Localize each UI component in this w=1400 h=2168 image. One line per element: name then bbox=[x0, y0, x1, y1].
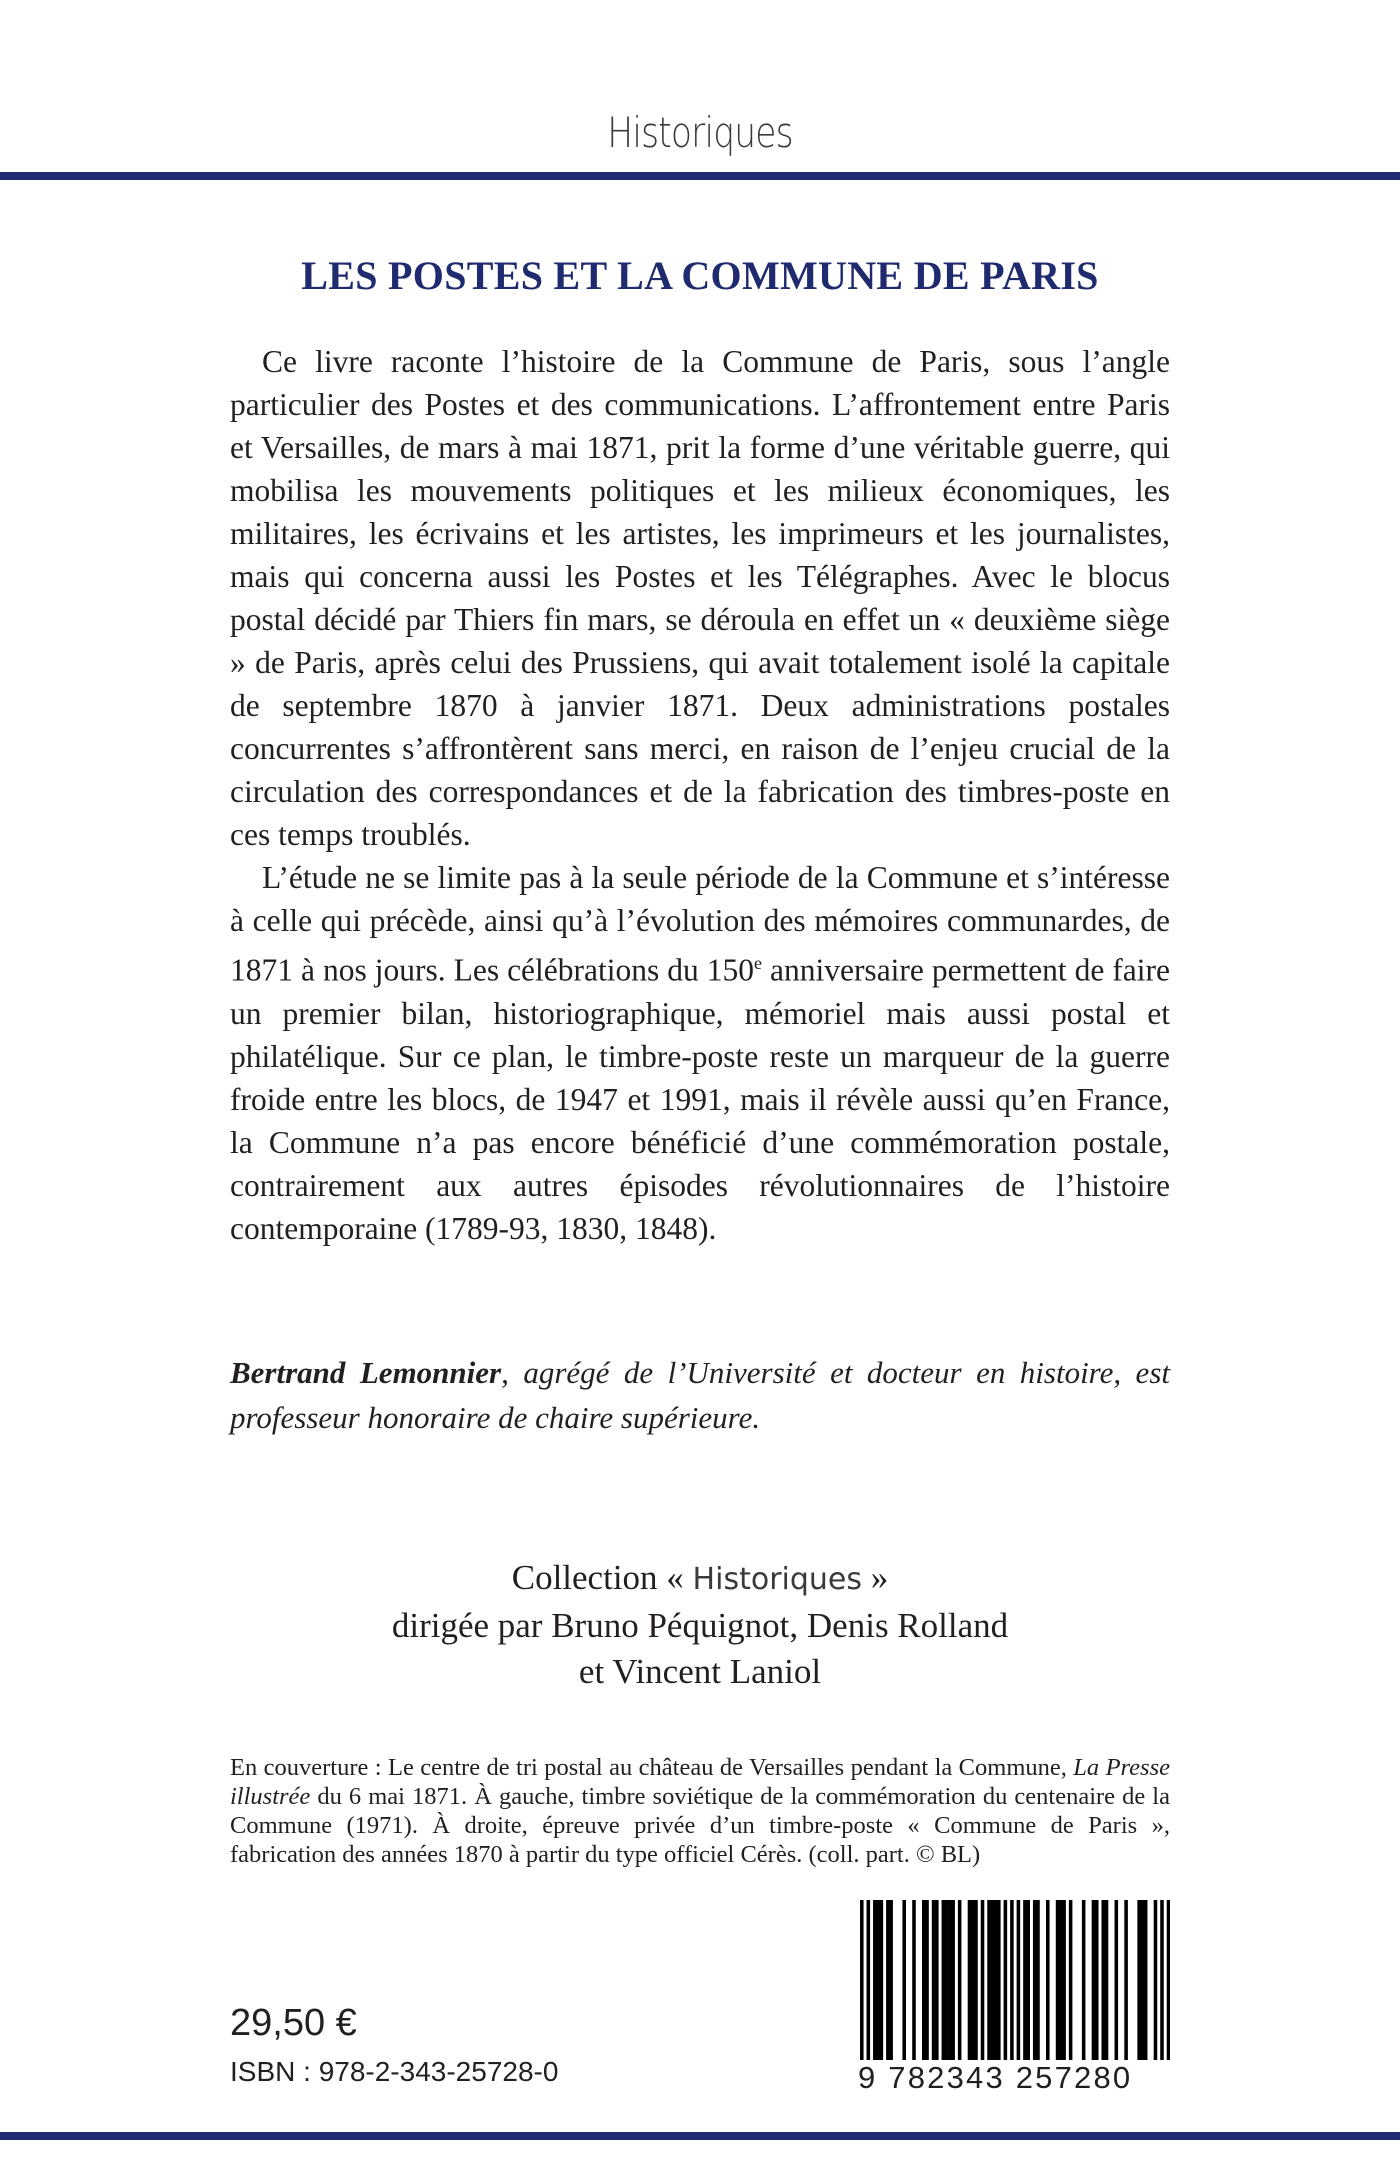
cover-credit-publication: La Presse illustrée bbox=[230, 1754, 1170, 1810]
barcode-bar bbox=[991, 1900, 995, 2060]
collection-series-logo: Historiques bbox=[692, 1562, 862, 1597]
barcode-bar bbox=[932, 1900, 936, 2060]
barcode-digits: 9 782343 257280 bbox=[858, 2060, 1174, 2096]
barcode-bar bbox=[1069, 1900, 1073, 2060]
series-logo: Historiques bbox=[607, 108, 793, 157]
blurb bbox=[230, 340, 1170, 1250]
bottom-rule bbox=[0, 2132, 1400, 2140]
barcode-bar bbox=[1004, 1900, 1008, 2060]
top-rule bbox=[0, 172, 1400, 180]
barcode-bar bbox=[935, 1900, 939, 2060]
barcode-bar bbox=[902, 1900, 906, 2060]
collection-suffix: » bbox=[870, 1558, 889, 1597]
barcode-bar bbox=[886, 1900, 890, 2060]
barcode-bar bbox=[876, 1900, 880, 2060]
cover-credit bbox=[230, 1753, 1170, 1869]
barcode-bars bbox=[860, 1900, 1170, 2060]
barcode-bar bbox=[1059, 1900, 1063, 2060]
barcode-bar bbox=[1124, 1900, 1128, 2060]
barcode-bar bbox=[873, 1900, 877, 2060]
collection-info bbox=[0, 1555, 1400, 1695]
cover-credit-text-continued: du 6 mai 1871. À gauche, timbre soviétique de la commémoration du centenaire de la Commune (1971). À droite, épreuve privée d’un timbre-poste « Commune de Paris », fabrication des années 1870 à partir du type officiel Cérès. (coll. part. © BL) bbox=[230, 1783, 1170, 1868]
barcode-bar bbox=[1036, 1900, 1040, 2060]
barcode-bar bbox=[974, 1900, 978, 2060]
barcode-bar bbox=[912, 1900, 916, 2060]
collection-prefix: Collection « bbox=[511, 1558, 684, 1597]
barcode-bar bbox=[942, 1900, 946, 2060]
barcode-bar bbox=[1105, 1900, 1109, 2060]
barcode-bar bbox=[971, 1900, 975, 2060]
collection-line-1 bbox=[0, 1555, 1400, 1603]
barcode-bar bbox=[1154, 1900, 1158, 2060]
barcode-bar bbox=[1167, 1900, 1170, 2060]
barcode-bar bbox=[889, 1900, 893, 2060]
barcode-bar bbox=[1033, 1900, 1037, 2060]
barcode-bar bbox=[1092, 1900, 1096, 2060]
blurb-paragraph-2 bbox=[230, 856, 1170, 1250]
barcode-bar bbox=[958, 1900, 962, 2060]
barcode-bar bbox=[1062, 1900, 1066, 2060]
barcode-bar bbox=[1056, 1900, 1060, 2060]
barcode-bar bbox=[945, 1900, 949, 2060]
barcode-bar bbox=[1046, 1900, 1050, 2060]
barcode-bar bbox=[1101, 1900, 1105, 2060]
barcode-bar bbox=[1137, 1900, 1141, 2060]
barcode-bar bbox=[860, 1900, 864, 2060]
barcode-bar bbox=[1095, 1900, 1099, 2060]
blurb-p2-continued: anniversaire permettent de faire un premier bilan, historiographique, mémoriel mais aussi postal et philatélique. Sur ce plan, le timbre-poste reste un marqueur de la guerre froide entre les blocs, de 1947 et 1991, mais il révèle aussi qu’en France, la Commune n’a pas encore bénéficié d’une commémoration postale, contrairement aux autres épisodes révolutionnaires de l’histoire contemporaine (1789-93, 1830, 1848). bbox=[230, 952, 1170, 1246]
barcode-bar bbox=[1082, 1900, 1086, 2060]
barcode-bar bbox=[1026, 1900, 1030, 2060]
barcode-bar bbox=[948, 1900, 952, 2060]
book-title: LES POSTES ET LA COMMUNE DE PARIS bbox=[301, 253, 1099, 298]
barcode-bar bbox=[880, 1900, 884, 2060]
barcode-bar bbox=[922, 1900, 926, 2060]
blurb-paragraph-1: Ce livre raconte l’histoire de la Commune de Paris, sous l’angle particulier des Postes et des communications. L’affrontement entre Paris et Versailles, de mars à mai 1871, prit la forme d’une véritable guerre, qui mobilisa les mouvements politiques et les milieux économiques, les militaires, les écrivains et les artistes, les imprimeurs et les journalistes, mais qui concerna aussi les Postes et les Télégraphes. Avec le blocus postal décidé par Thiers fin mars, se déroula en effet un « deuxième siège » de Paris, après celui des Prussiens, qui avait totalement isolé la capitale de septembre 1870 à janvier 1871. Deux administrations postales concurrentes s’affrontèrent sans merci, en raison de l’enjeu crucial de la circulation des correspondances et de la fabrication des timbres-poste en ces temps troublés. bbox=[230, 344, 1170, 852]
barcode-bar bbox=[968, 1900, 972, 2060]
barcode-bar bbox=[925, 1900, 929, 2060]
author-name: Bertrand Lemonnier bbox=[230, 1355, 502, 1390]
barcode-bar bbox=[867, 1900, 871, 2060]
barcode-bar bbox=[1115, 1900, 1119, 2060]
blurb-p2-text: L’étude ne se limite pas à la seule période de la Commune et s’intéresse à celle qui précède, ainsi qu’à l’évolution des mémoires communardes, de 1871 à nos jours. Les célébrations du 150 bbox=[230, 860, 1170, 988]
price: 29,50 € bbox=[230, 2002, 357, 2044]
isbn: ISBN : 978-2-343-25728-0 bbox=[230, 2056, 559, 2087]
barcode-bar bbox=[1017, 1900, 1021, 2060]
barcode-bar bbox=[951, 1900, 955, 2060]
barcode-bar bbox=[1023, 1900, 1027, 2060]
collection-line-3: et Vincent Laniol bbox=[578, 1652, 822, 1691]
author-bio bbox=[230, 1350, 1170, 1440]
barcode-bar bbox=[1010, 1900, 1014, 2060]
collection-line-2: dirigée par Bruno Péquignot, Denis Rolland bbox=[391, 1606, 1009, 1645]
cover-credit-text: En couverture : Le centre de tri postal au château de Versailles pendant la Commune, bbox=[230, 1754, 1074, 1781]
barcode-bar bbox=[1144, 1900, 1148, 2060]
barcode-bar bbox=[1160, 1900, 1164, 2060]
ordinal-superscript: e bbox=[753, 953, 762, 973]
barcode-bar bbox=[987, 1900, 991, 2060]
barcode-bar bbox=[994, 1900, 998, 2060]
author-description: , agrégé de l’Université et docteur en histoire, est professeur honoraire de chaire supérieure. bbox=[230, 1355, 1170, 1435]
barcode-bar bbox=[981, 1900, 985, 2060]
barcode-bar bbox=[997, 1900, 1001, 2060]
barcode-bar bbox=[1141, 1900, 1145, 2060]
